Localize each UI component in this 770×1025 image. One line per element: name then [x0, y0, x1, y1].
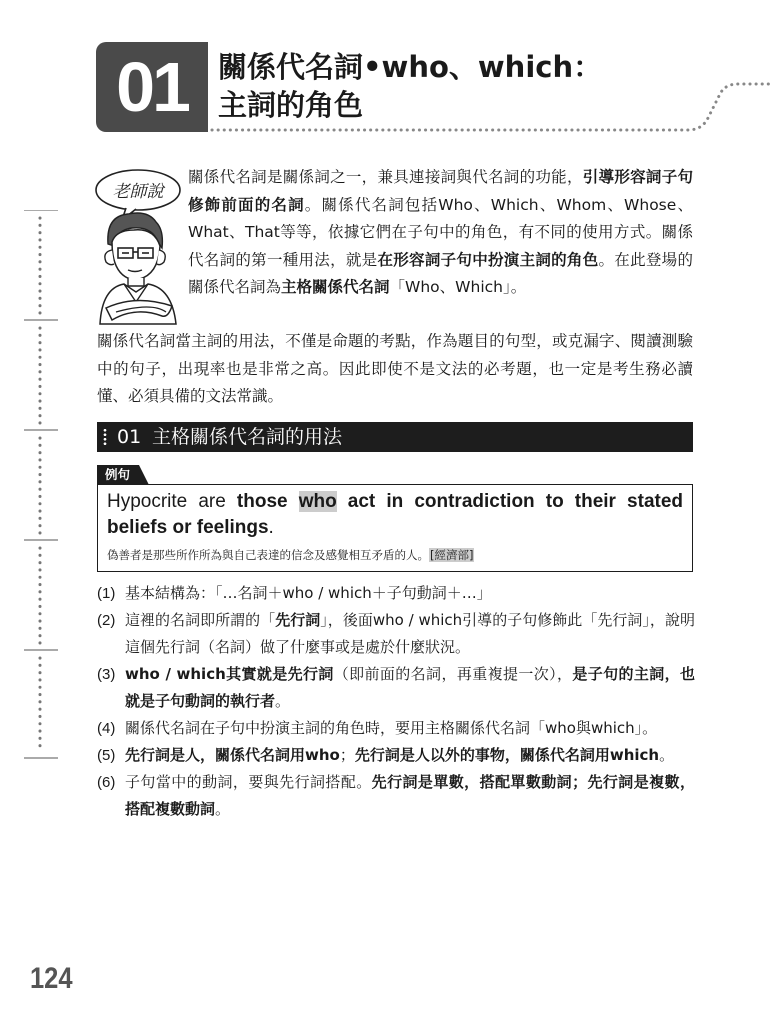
chapter-title-line2: 主詞的角色 [218, 88, 364, 122]
intro-bold-1: 引導形容詞子句修飾前面的名詞 [188, 168, 693, 214]
note-item: (6) 子句當中的動詞，要與先行詞搭配。先行詞是單數，搭配單數動詞；先行詞是複數，搭配複數動詞。 [97, 773, 695, 818]
section-title: 主格關係代名詞的用法 [152, 426, 343, 448]
note-item: (3) who / which其實就是先行詞（即前面的名詞，再重複提一次），是子句的主詞，也就是子句動詞的執行者。 [97, 665, 695, 710]
example-source: [經濟部] [430, 548, 474, 562]
note-item: (1) 基本結構為：「…名詞＋who / which＋子句動詞＋…」 [97, 584, 492, 602]
section-number: 01 [117, 426, 142, 448]
chapter-title-line1: 關係代名詞•who、which： [218, 50, 603, 84]
highlight-who: who [298, 491, 337, 512]
example-chinese: 偽善者是那些所作所為與自己表達的信念及感覺相互矛盾的人。[經濟部] [107, 548, 474, 562]
example-tag-corner [139, 465, 149, 485]
body-paragraph: 關係代名詞當主詞的用法，不僅是命題的考點，作為題目的句型，或克漏字、閱讀測驗中的句子，出現率也是非常之高。因此即使不是文法的必考題，也一定是考生務必讀懂、必須具備的文法常識。 [97, 332, 693, 405]
section-header [97, 422, 693, 452]
intro-text: 關係代名詞是關係詞之一，兼具連接詞與代名詞的功能，引導形容詞子句修飾前面的名詞。關係代名詞包括Who、Which、Whom、Whose、What、That等等，依據它們在子句中的角色，有不同的使用方式。關係代名詞的第一種用法，就是在形容詞子句中扮演主詞的角色。在此登場的關係代名詞為主格關係代名詞「Who、Which」。 [188, 168, 693, 296]
example-english: Hypocrite are those who act in contradiction to their stated beliefs or feelings. [107, 491, 684, 538]
intro-bold-3: 主格關係代名詞 [281, 278, 390, 296]
margin-decoration [24, 210, 80, 760]
header-dotted-rule [210, 80, 770, 135]
example-tag: 例句 [97, 465, 139, 485]
example-box [97, 484, 693, 572]
page-number: 124 [30, 962, 73, 995]
note-item: (5) 先行詞是人，關係代名詞用who；先行詞是人以外的事物，關係代名詞用which。 [97, 746, 675, 764]
intro-bold-2: 在形容詞子句中扮演主詞的角色 [377, 250, 599, 269]
teacher-bubble-text: 老師說 [112, 182, 164, 202]
note-item: (4) 關係代名詞在子句中扮演主詞的角色時，要用主格關係代名詞「who與which」。 [97, 719, 658, 737]
section-dots [103, 428, 107, 446]
notes-list [97, 580, 695, 823]
chapter-number: 01 [96, 42, 208, 132]
teacher-illustration [92, 166, 188, 326]
note-item: (2) 這裡的名詞即所謂的「先行詞」，後面who / which引導的子句修飾此「先行詞」，說明這個先行詞（名詞）做了什麼事或是處於什麼狀況。 [97, 611, 695, 656]
